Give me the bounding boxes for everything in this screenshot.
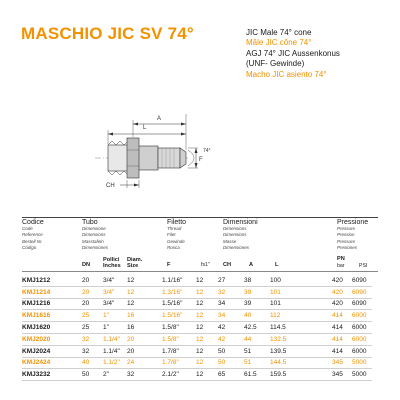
cell-f: 1.5/16" [162,310,196,322]
name-de-note: (UNF- Gewinde) [246,59,305,69]
cell-psi: 6000 [352,333,372,345]
name-es: Macho JIC asiento 74° [246,69,327,79]
cell-size: 16 [127,322,162,334]
cell-bar: 414 [332,333,352,345]
fitting-drawing [0,100,400,210]
cell-dn: 32 [82,345,103,357]
threaded-end [158,148,180,168]
cell-bar: 414 [332,322,352,334]
cell-bar: 345 [332,369,352,381]
cell-size: 12 [127,286,162,298]
name-en: JIC Male 74° cone [246,28,312,37]
cell-code: KMJ2020 [22,333,82,345]
cell-a: 39 [244,298,270,310]
table-row [22,298,372,310]
cell-l: 132.5 [270,333,332,345]
cell-size: 12 [127,298,162,310]
cell-fs: 12 [196,310,218,322]
table-row [22,286,372,298]
header-dimensioni: Dimensioni Dimensions Dimensions Masse Dimensiones [223,219,258,250]
dim-l-label: L [143,125,147,131]
cell-ch: 27 [218,275,244,286]
unit-inch: Pollici Inches [103,257,121,269]
dimensions-table [22,275,372,381]
cell-psi: 6000 [352,322,372,334]
dim-f-label: F [199,157,203,163]
cell-ch: 50 [218,345,244,357]
cell-l: 139.5 [270,345,332,357]
cell-fs: 12 [196,345,218,357]
product-title: MASCHIO JIC SV 74° [21,24,194,43]
header-pressione: Pressione Pressure Pression Pressure Presiones [337,219,369,250]
cell-bar: 420 [332,286,352,298]
cell-code: KMJ1212 [22,275,82,286]
cell-psi: 6000 [352,345,372,357]
cell-code: KMJ3232 [22,369,82,381]
table-row [22,357,372,369]
cell-a: 44 [244,333,270,345]
table-header-rule [22,271,378,272]
cell-a: 51 [244,345,270,357]
cell-l: 159.5 [270,369,332,381]
cell-l: 114.5 [270,322,332,334]
table-top-rule [22,217,378,218]
cell-fs: 12 [196,369,218,381]
cell-a: 39 [244,286,270,298]
cell-l: 100 [270,275,332,286]
cell-bar: 414 [332,345,352,357]
unit-size: Diam. Size [127,257,143,269]
cell-l: 101 [270,298,332,310]
header-filetto: Filetto Thread Filet Gewinde Rosca [167,219,187,250]
unit-psi: PSI [359,263,368,269]
cell-size: 20 [127,333,162,345]
angle-label: 74° [203,148,211,154]
cell-size: 32 [127,369,162,381]
unit-f: F [167,262,171,268]
unit-a: A [249,262,254,268]
cell-fs: 12 [196,286,218,298]
cell-ch: 32 [218,286,244,298]
cell-bar: 345 [332,357,352,369]
name-fr: Mâle JIC cône 74° [246,38,312,48]
cell-inch: 3/4" [103,275,127,286]
cell-fs: 12 [196,333,218,345]
cell-inch: 3/4" [103,298,127,310]
product-names [246,28,340,80]
cell-l: 101 [270,286,332,298]
cell-inch: 1" [103,310,127,322]
cell-size: 24 [127,357,162,369]
cell-size: 20 [127,345,162,357]
cell-a: 40 [244,310,270,322]
cell-bar: 414 [332,310,352,322]
cell-inch: 1.1/4" [103,345,127,357]
ferrule-body [138,146,158,170]
cell-inch: 2" [103,369,127,381]
cell-f: 1.5/8" [162,322,196,334]
unit-bar: bar [337,263,345,269]
cell-ch: 42 [218,333,244,345]
table-row [22,369,372,381]
cell-f: 1.5/16" [162,298,196,310]
cell-inch: 1.1/4" [103,333,127,345]
cell-code: KMJ1620 [22,322,82,334]
cell-ch: 65 [218,369,244,381]
cell-size: 12 [127,275,162,286]
cell-f: 1.7/8" [162,345,196,357]
cell-fs: 12 [196,357,218,369]
table-row [22,333,372,345]
cell-f: 2.1/2" [162,369,196,381]
header-tubo: Tubo Dimensione Dimensions Masstafeln Dimensiones [82,219,109,250]
hex-nut [127,138,139,178]
cell-l: 144.5 [270,357,332,369]
table-row [22,322,372,334]
unit-l: L [275,262,279,268]
unit-ch: CH [223,262,232,268]
cell-ch: 50 [218,357,244,369]
cell-fs: 12 [196,275,218,286]
cell-l: 112 [270,310,332,322]
cell-dn: 25 [82,322,103,334]
cell-psi: 6090 [352,286,372,298]
unit-pn: PN [337,256,345,262]
cell-psi: 6090 [352,298,372,310]
cell-code: KMJ2424 [22,357,82,369]
cell-f: 1.1/16" [162,275,196,286]
cell-f: 1.5/8" [162,333,196,345]
cell-a: 38 [244,275,270,286]
table-row [22,310,372,322]
table-row [22,275,372,286]
cell-dn: 20 [82,275,103,286]
cell-f: 1.7/8" [162,357,196,369]
dim-a-label: A [157,116,162,122]
cell-inch: 1" [103,322,127,334]
cell-bar: 420 [332,298,352,310]
cell-code: KMJ1214 [22,286,82,298]
cell-fs: 12 [196,322,218,334]
cell-psi: 6090 [352,275,372,286]
cell-a: 61.5 [244,369,270,381]
table-row [22,345,372,357]
cell-dn: 25 [82,310,103,322]
cell-psi: 6000 [352,310,372,322]
dim-ch-label: CH [106,183,115,189]
unit-fs: fs1" [201,262,210,268]
cell-ch: 42 [218,322,244,334]
cell-dn: 50 [82,369,103,381]
cell-psi: 5000 [352,369,372,381]
cell-fs: 12 [196,298,218,310]
cell-f: 1.3/16" [162,286,196,298]
cell-code: KMJ1616 [22,310,82,322]
cell-ch: 34 [218,298,244,310]
cell-inch: 3/4" [103,286,127,298]
cell-code: KMJ1216 [22,298,82,310]
cell-dn: 20 [82,298,103,310]
cell-dn: 40 [82,357,103,369]
unit-dn: DN [82,262,91,268]
cell-dn: 20 [82,286,103,298]
cell-a: 51 [244,357,270,369]
cell-bar: 420 [332,275,352,286]
cell-size: 16 [127,310,162,322]
cell-ch: 34 [218,310,244,322]
cell-dn: 32 [82,333,103,345]
cell-psi: 5000 [352,357,372,369]
cell-code: KMJ2024 [22,345,82,357]
header-codice: Codice Code Reference Bestell Nr. Código [22,219,44,250]
cell-a: 42.5 [244,322,270,334]
name-de: AGJ 74° JIC Aussenkonus [246,48,340,58]
cell-inch: 1.1/2" [103,357,127,369]
